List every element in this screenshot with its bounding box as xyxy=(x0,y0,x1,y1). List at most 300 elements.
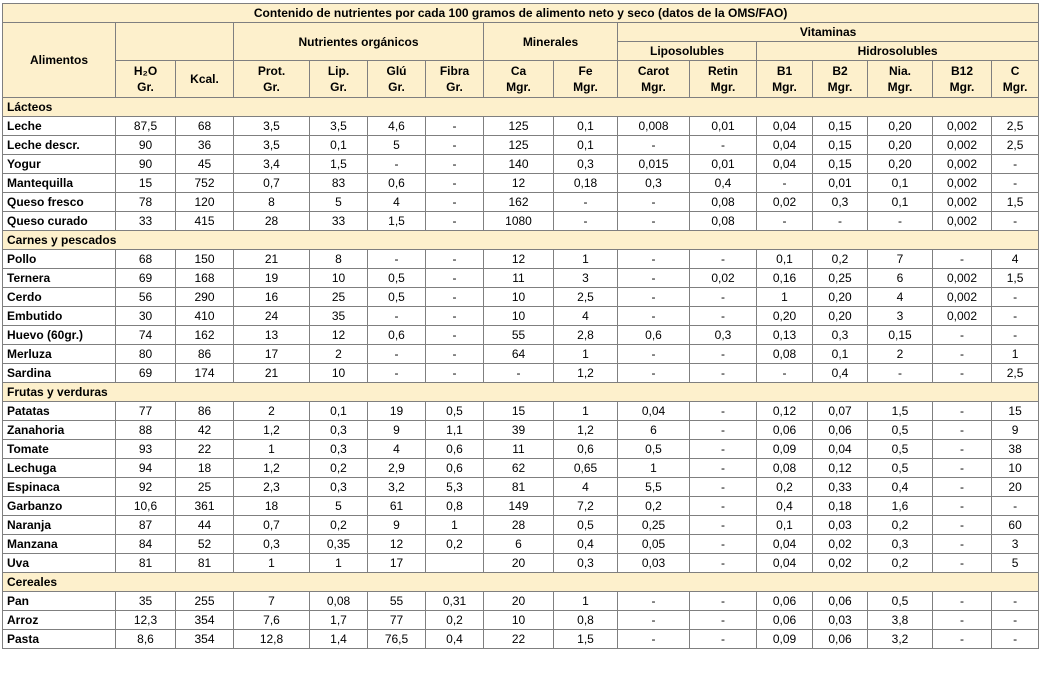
table-cell: 3,5 xyxy=(310,117,368,136)
table-cell: - xyxy=(426,269,484,288)
column-header-name: Nia. xyxy=(888,64,911,78)
table-cell: 0,04 xyxy=(618,402,690,421)
table-cell: 74 xyxy=(116,326,176,345)
table-cell: - xyxy=(933,421,992,440)
food-name: Lechuga xyxy=(3,459,116,478)
table-cell: 0,16 xyxy=(757,269,813,288)
section-row xyxy=(3,231,1039,250)
table-cell: - xyxy=(757,212,813,231)
table-cell: 28 xyxy=(484,516,554,535)
table-cell: 0,06 xyxy=(813,592,868,611)
table-row xyxy=(3,440,1039,459)
table-cell: 3,4 xyxy=(234,155,310,174)
table-cell: 84 xyxy=(116,535,176,554)
table-cell: 10 xyxy=(992,459,1039,478)
table-cell: 20 xyxy=(484,592,554,611)
table-cell: 0,02 xyxy=(813,535,868,554)
table-cell: 0,1 xyxy=(813,345,868,364)
table-cell: - xyxy=(618,307,690,326)
table-cell: - xyxy=(690,630,757,649)
table-cell: 415 xyxy=(176,212,234,231)
table-cell: 35 xyxy=(116,592,176,611)
table-cell: 162 xyxy=(484,193,554,212)
table-cell: 1 xyxy=(554,592,618,611)
table-cell: - xyxy=(426,212,484,231)
table-cell: - xyxy=(690,250,757,269)
column-header xyxy=(234,61,310,98)
column-header xyxy=(618,61,690,98)
table-cell: 0,06 xyxy=(813,630,868,649)
table-cell: 4 xyxy=(554,307,618,326)
table-cell: - xyxy=(690,497,757,516)
table-cell: 0,25 xyxy=(813,269,868,288)
table-cell: 33 xyxy=(310,212,368,231)
food-name: Pan xyxy=(3,592,116,611)
table-cell: 0,002 xyxy=(933,117,992,136)
column-header-unit: Mgr. xyxy=(887,80,913,94)
table-cell: 2,5 xyxy=(992,117,1039,136)
table-cell: 9 xyxy=(368,421,426,440)
table-cell: 0,01 xyxy=(813,174,868,193)
column-header-row xyxy=(3,61,1039,98)
table-cell: 0,4 xyxy=(757,497,813,516)
table-cell: 0,6 xyxy=(368,326,426,345)
table-cell: 0,002 xyxy=(933,269,992,288)
column-header xyxy=(992,61,1039,98)
table-cell: 2,8 xyxy=(554,326,618,345)
column-header-name: B2 xyxy=(832,64,848,78)
table-cell: 1,5 xyxy=(992,269,1039,288)
table-row xyxy=(3,345,1039,364)
column-header-unit: Gr. xyxy=(388,80,405,94)
table-cell: - xyxy=(426,250,484,269)
table-cell: 21 xyxy=(234,364,310,383)
table-cell: 354 xyxy=(176,611,234,630)
table-cell: 0,3 xyxy=(234,535,310,554)
table-row xyxy=(3,459,1039,478)
table-body xyxy=(3,98,1039,649)
table-cell: 0,3 xyxy=(690,326,757,345)
table-cell: - xyxy=(992,592,1039,611)
table-cell: 0,002 xyxy=(933,174,992,193)
food-name: Pollo xyxy=(3,250,116,269)
table-cell: 0,2 xyxy=(813,250,868,269)
table-cell: 7,2 xyxy=(554,497,618,516)
table-cell: 42 xyxy=(176,421,234,440)
table-cell: 68 xyxy=(176,117,234,136)
table-cell: 0,5 xyxy=(868,440,933,459)
table-cell: - xyxy=(933,554,992,573)
table-cell: 752 xyxy=(176,174,234,193)
table-cell: - xyxy=(368,345,426,364)
food-name: Leche descr. xyxy=(3,136,116,155)
table-cell: 7 xyxy=(234,592,310,611)
table-cell: 0,6 xyxy=(426,440,484,459)
table-cell: 28 xyxy=(234,212,310,231)
column-header xyxy=(426,61,484,98)
table-cell: 39 xyxy=(484,421,554,440)
table-cell: 0,08 xyxy=(757,459,813,478)
table-cell xyxy=(426,554,484,573)
food-name: Mantequilla xyxy=(3,174,116,193)
table-cell: 0,02 xyxy=(813,554,868,573)
table-cell: 0,20 xyxy=(868,117,933,136)
table-cell: 0,03 xyxy=(813,516,868,535)
column-header-name: B12 xyxy=(950,64,973,78)
table-cell: - xyxy=(992,326,1039,345)
header-nutrientes-organicos: Nutrientes orgánicos xyxy=(234,23,484,61)
table-row xyxy=(3,497,1039,516)
column-header-unit: Mgr. xyxy=(506,80,531,94)
table-cell: 18 xyxy=(176,459,234,478)
food-name: Espinaca xyxy=(3,478,116,497)
column-header xyxy=(690,61,757,98)
table-cell: 19 xyxy=(368,402,426,421)
table-cell: 0,05 xyxy=(618,535,690,554)
table-cell: 81 xyxy=(116,554,176,573)
table-cell: - xyxy=(813,212,868,231)
table-cell: 81 xyxy=(484,478,554,497)
table-cell: 90 xyxy=(116,155,176,174)
column-header-name: Kcal. xyxy=(190,72,219,86)
table-row xyxy=(3,326,1039,345)
column-header-name: Fibra xyxy=(439,64,470,78)
table-cell: 0,6 xyxy=(618,326,690,345)
table-cell: - xyxy=(690,516,757,535)
table-row xyxy=(3,193,1039,212)
table-cell: 0,04 xyxy=(757,155,813,174)
table-cell: 8,6 xyxy=(116,630,176,649)
column-header xyxy=(176,61,234,98)
column-header-unit: Mgr. xyxy=(772,80,797,94)
table-cell: 0,4 xyxy=(554,535,618,554)
table-cell: 0,3 xyxy=(310,440,368,459)
food-name: Tomate xyxy=(3,440,116,459)
table-cell: 4 xyxy=(368,193,426,212)
table-row xyxy=(3,592,1039,611)
table-cell: 77 xyxy=(368,611,426,630)
food-name: Huevo (60gr.) xyxy=(3,326,116,345)
table-cell: 87 xyxy=(116,516,176,535)
food-name: Leche xyxy=(3,117,116,136)
table-cell: - xyxy=(690,136,757,155)
table-cell: 9 xyxy=(992,421,1039,440)
table-cell: 0,03 xyxy=(618,554,690,573)
table-cell: 12 xyxy=(368,535,426,554)
table-cell: 0,12 xyxy=(813,459,868,478)
table-cell: 0,03 xyxy=(813,611,868,630)
column-header-name: H₂O xyxy=(133,64,158,78)
table-cell: - xyxy=(933,478,992,497)
table-cell: 68 xyxy=(116,250,176,269)
table-cell: - xyxy=(690,345,757,364)
table-cell: 1,1 xyxy=(426,421,484,440)
table-cell: 0,1 xyxy=(868,193,933,212)
food-name: Patatas xyxy=(3,402,116,421)
table-cell: 1,7 xyxy=(310,611,368,630)
food-name: Cerdo xyxy=(3,288,116,307)
table-row xyxy=(3,250,1039,269)
food-name: Garbanzo xyxy=(3,497,116,516)
table-cell: 0,002 xyxy=(933,288,992,307)
section-title: Cereales xyxy=(3,573,1039,592)
table-row xyxy=(3,117,1039,136)
food-name: Manzana xyxy=(3,535,116,554)
food-name: Ternera xyxy=(3,269,116,288)
table-cell: - xyxy=(618,592,690,611)
table-cell: 0,06 xyxy=(757,611,813,630)
column-header xyxy=(484,61,554,98)
table-cell: 1,5 xyxy=(554,630,618,649)
column-header-name: Lip. xyxy=(327,64,350,78)
table-row xyxy=(3,554,1039,573)
column-header-unit: Mgr. xyxy=(573,80,598,94)
nutrient-table-container xyxy=(2,3,1039,649)
table-cell: - xyxy=(426,136,484,155)
table-cell: - xyxy=(690,554,757,573)
table-cell: 0,002 xyxy=(933,155,992,174)
table-cell: - xyxy=(690,592,757,611)
table-row xyxy=(3,630,1039,649)
table-cell: - xyxy=(426,155,484,174)
table-cell: - xyxy=(618,288,690,307)
column-header-name: Glú xyxy=(386,64,407,78)
table-cell: 0,5 xyxy=(868,459,933,478)
header-alimentos: Alimentos xyxy=(3,23,116,98)
table-cell: 1,2 xyxy=(554,364,618,383)
table-cell: - xyxy=(933,402,992,421)
table-cell: 88 xyxy=(116,421,176,440)
table-cell: 174 xyxy=(176,364,234,383)
table-cell: - xyxy=(933,611,992,630)
table-cell: 255 xyxy=(176,592,234,611)
table-cell: 0,5 xyxy=(368,269,426,288)
column-header xyxy=(554,61,618,98)
table-cell: - xyxy=(992,611,1039,630)
table-cell: 140 xyxy=(484,155,554,174)
table-cell: 3,5 xyxy=(234,136,310,155)
table-cell: 0,08 xyxy=(310,592,368,611)
table-cell: 0,12 xyxy=(757,402,813,421)
table-cell: 0,04 xyxy=(757,117,813,136)
table-cell: - xyxy=(690,421,757,440)
food-name: Zanahoria xyxy=(3,421,116,440)
table-cell: 21 xyxy=(234,250,310,269)
table-title: Contenido de nutrientes por cada 100 gramos de alimento neto y seco (datos de la OMS/FAO) xyxy=(3,4,1039,23)
table-cell: 3,8 xyxy=(868,611,933,630)
table-cell: 62 xyxy=(484,459,554,478)
food-name: Uva xyxy=(3,554,116,573)
table-cell: 2,5 xyxy=(992,364,1039,383)
table-cell: 44 xyxy=(176,516,234,535)
column-header-unit: Mgr. xyxy=(1002,80,1028,94)
table-cell: 5,3 xyxy=(426,478,484,497)
table-cell: 15 xyxy=(116,174,176,193)
table-cell: 24 xyxy=(234,307,310,326)
table-cell: 0,2 xyxy=(757,478,813,497)
table-cell: 0,06 xyxy=(757,421,813,440)
food-name: Embutido xyxy=(3,307,116,326)
table-cell: 1 xyxy=(554,402,618,421)
section-row xyxy=(3,98,1039,117)
table-cell: - xyxy=(484,364,554,383)
column-header-name: C xyxy=(1010,64,1020,78)
table-cell: 1 xyxy=(554,250,618,269)
table-cell: 0,3 xyxy=(310,421,368,440)
table-cell: 0,1 xyxy=(868,174,933,193)
column-header-unit: Gr. xyxy=(330,80,347,94)
table-row xyxy=(3,421,1039,440)
table-cell: 4 xyxy=(368,440,426,459)
table-cell: 6 xyxy=(868,269,933,288)
table-cell: 0,5 xyxy=(618,440,690,459)
column-header-name: Carot xyxy=(637,64,670,78)
table-cell: - xyxy=(933,459,992,478)
table-cell: - xyxy=(690,288,757,307)
table-cell: 18 xyxy=(234,497,310,516)
table-cell: 19 xyxy=(234,269,310,288)
table-cell: 0,31 xyxy=(426,592,484,611)
table-cell: 6 xyxy=(618,421,690,440)
table-cell: 0,13 xyxy=(757,326,813,345)
table-row xyxy=(3,516,1039,535)
food-name: Pasta xyxy=(3,630,116,649)
table-cell: - xyxy=(992,155,1039,174)
section-row xyxy=(3,383,1039,402)
table-cell: 22 xyxy=(176,440,234,459)
table-cell: 0,4 xyxy=(426,630,484,649)
table-cell: 15 xyxy=(992,402,1039,421)
table-cell: 78 xyxy=(116,193,176,212)
table-cell: 4 xyxy=(992,250,1039,269)
table-cell: 0,002 xyxy=(933,136,992,155)
table-cell: 0,5 xyxy=(868,421,933,440)
table-cell: - xyxy=(618,345,690,364)
table-cell: 0,8 xyxy=(426,497,484,516)
table-cell: 0,2 xyxy=(310,516,368,535)
table-cell: 5,5 xyxy=(618,478,690,497)
table-cell: 10 xyxy=(484,611,554,630)
table-cell: 1,6 xyxy=(868,497,933,516)
table-cell: 69 xyxy=(116,269,176,288)
table-cell: - xyxy=(992,288,1039,307)
table-cell: 10 xyxy=(310,364,368,383)
table-cell: 11 xyxy=(484,440,554,459)
table-cell: 1,5 xyxy=(992,193,1039,212)
table-cell: 0,08 xyxy=(690,212,757,231)
table-row xyxy=(3,611,1039,630)
table-cell: 12,8 xyxy=(234,630,310,649)
table-cell: 0,2 xyxy=(310,459,368,478)
table-cell: - xyxy=(933,364,992,383)
table-cell: 12,3 xyxy=(116,611,176,630)
table-cell: 0,20 xyxy=(813,307,868,326)
table-cell: 55 xyxy=(368,592,426,611)
table-cell: - xyxy=(426,326,484,345)
table-cell: 55 xyxy=(484,326,554,345)
column-header xyxy=(813,61,868,98)
table-cell: 7 xyxy=(868,250,933,269)
table-cell: - xyxy=(933,516,992,535)
table-cell: - xyxy=(690,535,757,554)
header-general-blank xyxy=(116,23,234,61)
table-cell: 1 xyxy=(234,440,310,459)
table-cell: 0,08 xyxy=(757,345,813,364)
table-row xyxy=(3,155,1039,174)
table-cell: 0,15 xyxy=(868,326,933,345)
table-cell: 3 xyxy=(554,269,618,288)
header-hidrosolubles: Hidrosolubles xyxy=(757,42,1039,61)
food-name: Arroz xyxy=(3,611,116,630)
table-cell: 45 xyxy=(176,155,234,174)
column-header-name: Ca xyxy=(510,64,527,78)
table-cell: 4 xyxy=(868,288,933,307)
table-cell: 94 xyxy=(116,459,176,478)
header-minerales: Minerales xyxy=(484,23,618,61)
table-cell: 8 xyxy=(310,250,368,269)
food-name: Yogur xyxy=(3,155,116,174)
table-cell: 76,5 xyxy=(368,630,426,649)
table-cell: 81 xyxy=(176,554,234,573)
table-cell: - xyxy=(690,307,757,326)
table-row xyxy=(3,212,1039,231)
table-cell: 1 xyxy=(992,345,1039,364)
table-cell: 0,4 xyxy=(868,478,933,497)
table-cell: - xyxy=(933,497,992,516)
table-cell: - xyxy=(933,630,992,649)
table-cell: - xyxy=(933,250,992,269)
table-cell: 0,2 xyxy=(868,554,933,573)
table-cell: 1 xyxy=(426,516,484,535)
table-cell: 86 xyxy=(176,345,234,364)
table-cell: - xyxy=(690,364,757,383)
table-cell: 25 xyxy=(176,478,234,497)
table-cell: 1080 xyxy=(484,212,554,231)
column-header-name: Fe xyxy=(578,64,593,78)
table-cell: 3 xyxy=(868,307,933,326)
table-cell: 0,06 xyxy=(813,421,868,440)
column-header xyxy=(368,61,426,98)
table-cell: - xyxy=(690,402,757,421)
table-cell: 0,1 xyxy=(310,402,368,421)
table-cell: - xyxy=(368,364,426,383)
table-cell: 0,3 xyxy=(554,554,618,573)
table-cell: - xyxy=(933,345,992,364)
table-cell: 2 xyxy=(868,345,933,364)
table-cell: 0,1 xyxy=(554,136,618,155)
column-header-unit: Mgr. xyxy=(641,80,666,94)
table-row xyxy=(3,269,1039,288)
table-cell: - xyxy=(368,155,426,174)
table-cell: 0,7 xyxy=(234,174,310,193)
table-cell: - xyxy=(368,250,426,269)
table-cell: - xyxy=(618,611,690,630)
table-cell: 3,5 xyxy=(234,117,310,136)
table-cell: 1,4 xyxy=(310,630,368,649)
table-cell: 3,2 xyxy=(868,630,933,649)
table-cell: 1,5 xyxy=(310,155,368,174)
table-cell: 2,9 xyxy=(368,459,426,478)
table-cell: 5 xyxy=(310,193,368,212)
table-cell: 0,3 xyxy=(310,478,368,497)
table-cell: 0,20 xyxy=(868,155,933,174)
table-cell: 52 xyxy=(176,535,234,554)
column-header-unit: Gr. xyxy=(446,80,463,94)
column-header xyxy=(933,61,992,98)
table-cell: - xyxy=(992,630,1039,649)
table-cell: 0,3 xyxy=(813,326,868,345)
table-cell: 0,3 xyxy=(868,535,933,554)
